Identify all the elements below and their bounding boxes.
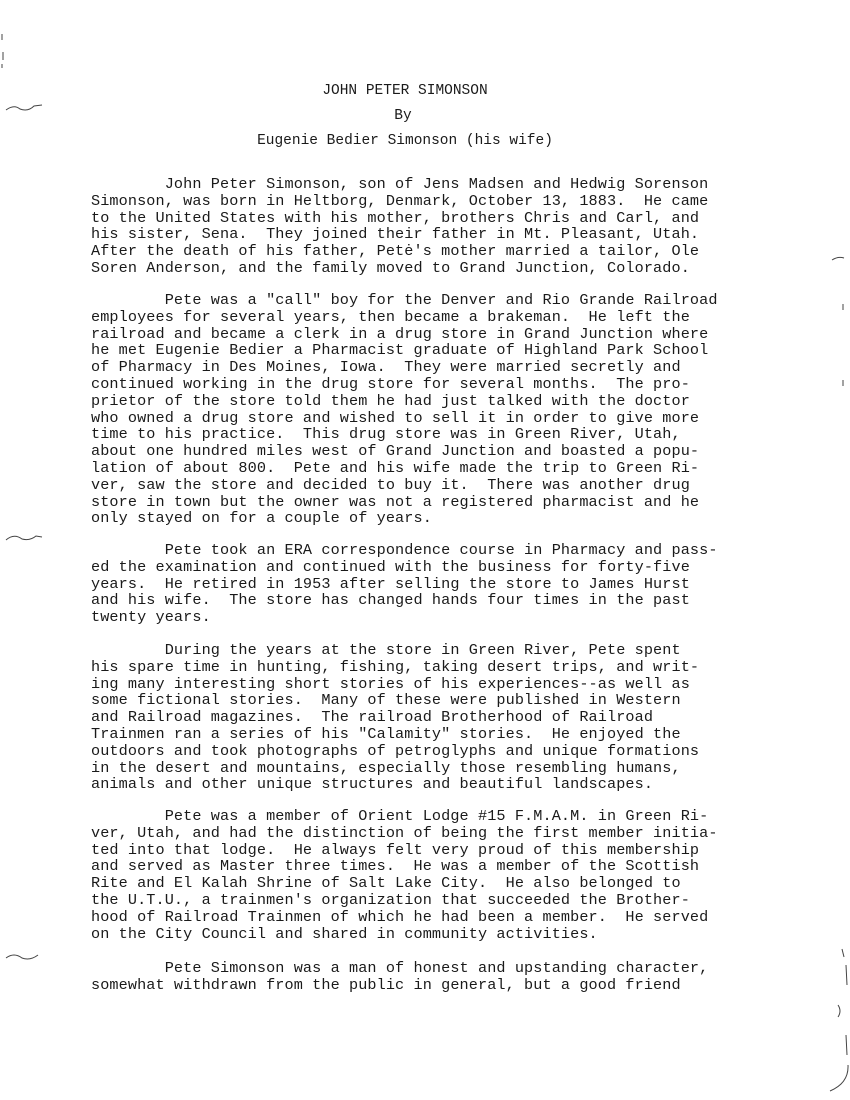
paragraph-line: ing many interesting short stories of his experiences--as well as (91, 674, 690, 693)
paragraph-line: lation of about 800. Pete and his wife made the trip to Green Ri- (91, 458, 700, 477)
paragraph-line: and served as Master three times. He was a member of the Scottish (91, 857, 700, 876)
paragraph-line: Pete Simonson was a man of honest and upstanding character, (91, 959, 709, 977)
paragraph-line: to the United States with his mother, brothers Chris and Carl, and (91, 208, 700, 227)
paragraph-line: on the City Council and shared in community activities. (91, 924, 598, 943)
paragraph-line: During the years at the store in Green River, Pete spent (91, 641, 681, 659)
paragraph-line: railroad and became a clerk in a drug store in Grand Junction where (91, 324, 709, 343)
paragraph-line: employees for several years, then became a brakeman. He left the (91, 307, 690, 326)
paragraph-line: time to his practice. This drug store was in Green River, Utah, (91, 425, 681, 444)
paragraph-line: he met Eugenie Bedier a Pharmacist graduate of Highland Park School (91, 341, 709, 360)
paragraph-line: store in town but the owner was not a registered pharmacist and he (91, 492, 700, 511)
paragraph-line: Rite and El Kalah Shrine of Salt Lake City. He also belonged to (91, 874, 681, 893)
paragraph-railroad-and-drug-store (91, 292, 821, 527)
paragraph-line: in the desert and mountains, especially those resembling humans, (91, 758, 681, 777)
paragraph-line: his sister, Sena. They joined their father in Mt. Pleasant, Utah. (91, 225, 700, 244)
paragraph-line: his spare time in hunting, fishing, taking desert trips, and writ- (91, 657, 700, 676)
scan-artifact-mark (4, 528, 44, 548)
paragraph-line: somewhat withdrawn from the public in general, but a good friend (91, 975, 681, 994)
document-title: JOHN PETER SIMONSON (322, 83, 488, 99)
paragraph-line: continued working in the drug store for several months. The pro- (91, 374, 690, 393)
paragraph-line: only stayed on for a couple of years. (91, 509, 432, 528)
scan-artifact-mark (4, 98, 44, 118)
paragraph-character (91, 960, 821, 994)
scan-artifact-mark (4, 948, 44, 968)
paragraph-line: animals and other unique structures and beautiful landscapes. (91, 775, 654, 794)
paragraph-line: After the death of his father, Petė's mother married a tailor, Ole (91, 242, 700, 261)
paragraph-line: who owned a drug store and wished to sell it in order to give more (91, 408, 700, 427)
paragraph-line: and his wife. The store has changed hands four times in the past (91, 591, 690, 610)
scan-artifact-mark (812, 945, 850, 1095)
paragraph-birth (91, 176, 821, 277)
paragraph-line: John Peter Simonson, son of Jens Madsen and Hedwig Sorenson (91, 175, 709, 193)
paragraph-line: Pete was a "call" boy for the Denver and Rio Grande Railroad (91, 291, 718, 309)
paragraph-line: outdoors and took photographs of petroglyphs and unique formations (91, 741, 700, 760)
scan-artifact-mark (828, 240, 848, 270)
paragraph-lodge-membership (91, 808, 821, 942)
paragraph-line: hood of Railroad Trainmen of which he had been a member. He served (91, 907, 709, 926)
paragraph-line: ver, Utah, and had the distinction of being the first member initia- (91, 823, 718, 842)
paragraph-line: the U.T.U., a trainmen's organization that succeeded the Brother- (91, 890, 690, 909)
paragraph-pharmacy-career (91, 542, 821, 626)
scan-artifact-mark (838, 300, 848, 390)
paragraph-line: about one hundred miles west of Grand Junction and boasted a popu- (91, 442, 700, 461)
paragraph-line: ed the examination and continued with the business for forty-five (91, 557, 690, 576)
paragraph-hobbies-and-writing (91, 642, 821, 793)
paragraph-line: Soren Anderson, and the family moved to Grand Junction, Colorado. (91, 258, 690, 277)
paragraph-line: ver, saw the store and decided to buy it. There was another drug (91, 475, 690, 494)
paragraph-line: some fictional stories. Many of these were published in Western (91, 691, 681, 710)
paragraph-line: Pete took an ERA correspondence course in Pharmacy and pass- (91, 541, 718, 559)
paragraph-line: prietor of the store told them he had just talked with the doctor (91, 391, 690, 410)
paragraph-line: of Pharmacy in Des Moines, Iowa. They were married secretly and (91, 358, 681, 377)
paragraph-line: Simonson, was born in Heltborg, Denmark, October 13, 1883. He came (91, 191, 709, 210)
paragraph-line: Pete was a member of Orient Lodge #15 F.M.A.M. in Green Ri- (91, 807, 709, 825)
paragraph-line: Trainmen ran a series of his "Calamity" stories. He enjoyed the (91, 724, 681, 743)
scan-artifact-mark (0, 30, 14, 70)
document-author: Eugenie Bedier Simonson (his wife) (257, 133, 553, 149)
document-byline: By (394, 108, 412, 124)
paragraph-line: years. He retired in 1953 after selling the store to James Hurst (91, 574, 690, 593)
paragraph-line: twenty years. (91, 608, 211, 627)
paragraph-line: ted into that lodge. He always felt very proud of this membership (91, 840, 700, 859)
paragraph-line: and Railroad magazines. The railroad Brotherhood of Railroad (91, 708, 654, 727)
